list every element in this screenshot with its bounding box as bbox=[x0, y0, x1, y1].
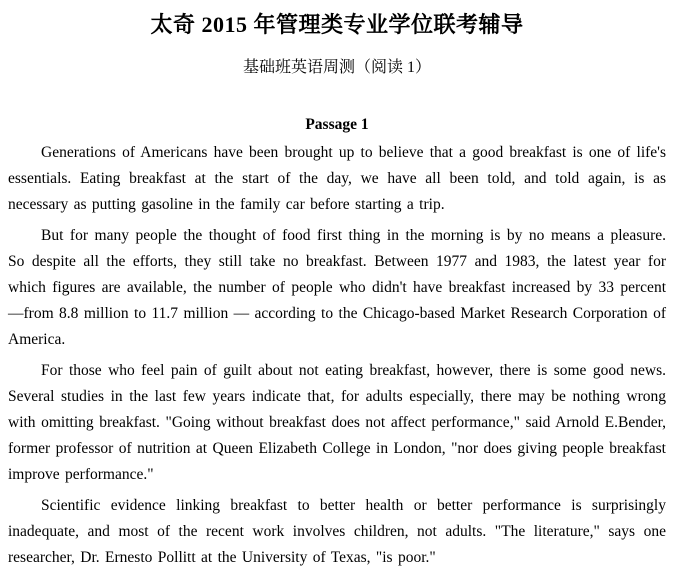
passage-paragraph-3: For those who feel pain of guilt about not eating breakfast, however, there is some good news. Several studies in the last few years indicate that, for adults especially, there may be nothing wrong with omitting breakfast. "Going without breakfast does not affect performance," said Arnold E.Bender, former professor of nutrition at Queen Elizabeth College in London, "nor does giving people breakfast improve performance." bbox=[8, 362, 666, 483]
passage-paragraph-2: But for many people the thought of food first thing in the morning is by no means a pleasure. So despite all the efforts, they still take no breakfast. Between 1977 and 1983, the latest year for which figures are available, the number of people who didn't have breakfast increased by 33 percent—from 8.8 million to 11.7 million — according to the Chicago-based Market Research Corporation of America. bbox=[8, 227, 666, 348]
passage-heading: Passage 1 bbox=[305, 116, 369, 133]
document-subtitle: 基础班英语周测（阅读 1） bbox=[242, 59, 431, 76]
document-title: 太奇 2015 年管理类专业学位联考辅导 bbox=[150, 12, 524, 37]
passage-paragraph-4: Scientific evidence linking breakfast to better health or better performance is surprisingly inadequate, and most of the recent work involves children, not adults. "The literature," says one researcher, Dr. Ernesto Pollitt at the University of Texas, "is poor." bbox=[8, 497, 666, 566]
document-page bbox=[0, 12, 674, 571]
passage-paragraph-1: Generations of Americans have been brought up to believe that a good breakfast is one of life's essentials. Eating breakfast at the start of the day, we have all been told, and told again, is as necessary as putting gasoline in the family car before starting a trip. bbox=[8, 144, 666, 213]
